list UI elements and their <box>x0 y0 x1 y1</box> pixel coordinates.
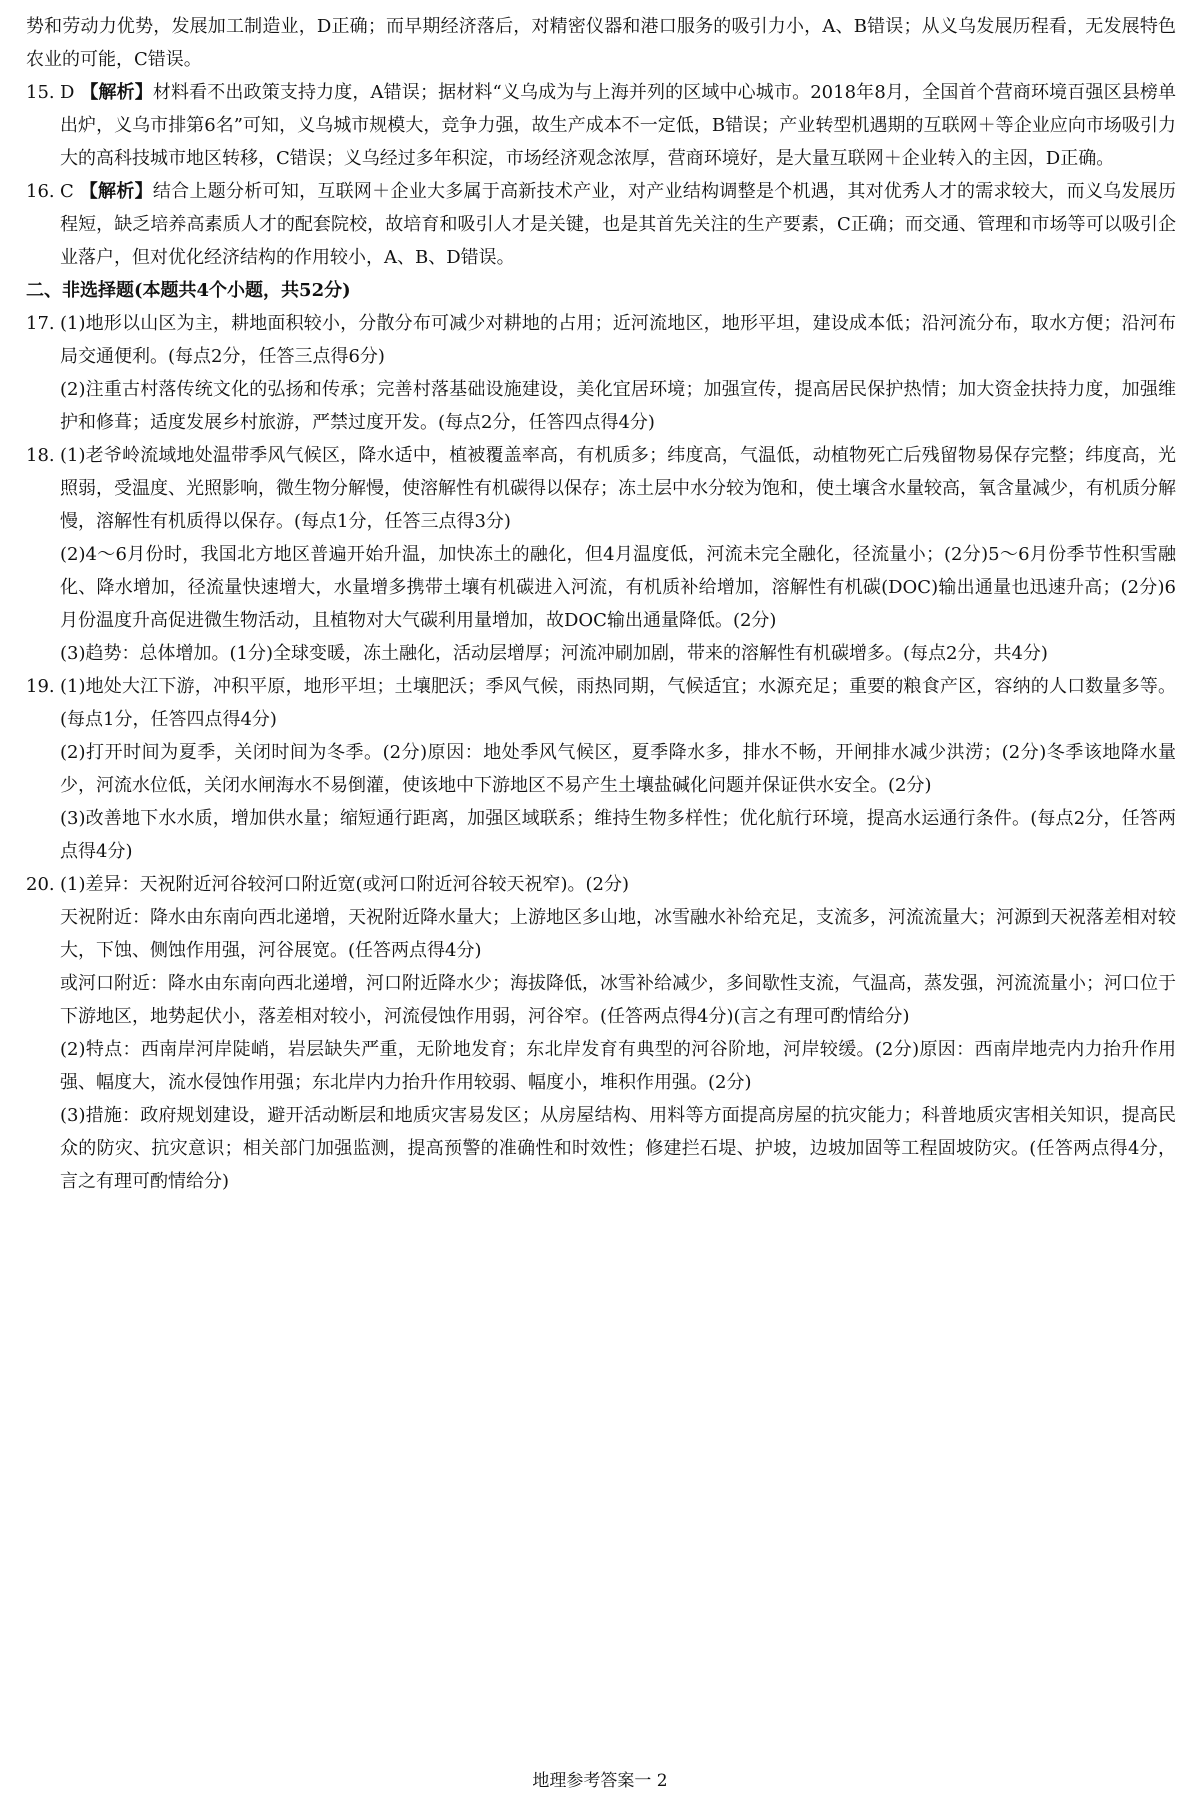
question-number: 15. <box>26 82 55 103</box>
answer-part: (1)地形以山区为主，耕地面积较小，分散分布可减少对耕地的占用；近河流地区，地形平坦，建设成本低；沿河流分布，取水方便；沿河布局交通便利。(每点2分，任答三点得6分) <box>60 313 1176 367</box>
question-body <box>60 76 1176 175</box>
answer-letter: C <box>60 181 74 202</box>
question-number: 19. <box>26 676 55 697</box>
answer-part: (1)差异：天祝附近河谷较河口附近宽(或河口附近河谷较天祝窄)。(2分) <box>60 874 630 895</box>
section-heading: 二、非选择题(本题共4个小题，共52分) <box>26 280 351 301</box>
continuation-text: 势和劳动力优势，发展加工制造业，D正确；而早期经济落后，对精密仪器和港口服务的吸引力小，A、B错误；从义乌发展历程看，无发展特色农业的可能，C错误。 <box>26 16 1176 70</box>
answer-part: (3)措施：政府规划建设，避开活动断层和地质灾害易发区；从房屋结构、用料等方面提高房屋的抗灾能力；科普地质灾害相关知识，提高民众的防灾、抗灾意识；相关部门加强监测，提高预警的准确性和时效性；修建拦石堤、护坡，边坡加固等工程固坡防灾。(任答两点得4分，言之有理可酌情给分) <box>60 1105 1176 1192</box>
question-20 <box>26 868 1176 1198</box>
answer-part: (2)打开时间为夏季，关闭时间为冬季。(2分)原因：地处季风气候区，夏季降水多，排水不畅，开闸排水减少洪涝；(2分)冬季该地降水量少，河流水位低，关闭水闸海水不易倒灌，使该地中下游地区不易产生土壤盐碱化问题并保证供水安全。(2分) <box>60 742 1176 796</box>
question-19 <box>26 670 1176 868</box>
answer-letter: D <box>60 82 75 103</box>
question-16 <box>26 175 1176 274</box>
answer-part: (2)4～6月份时，我国北方地区普遍开始升温，加快冻土的融化，但4月温度低，河流未完全融化，径流量小；(2分)5～6月份季节性积雪融化、降水增加，径流量快速增大，水量增多携带土壤有机碳进入河流，有机质补给增加，溶解性有机碳(DOC)输出通量也迅速升高；(2分)6月份温度升高促进微生物活动，且植物对大气碳利用量增加，故DOC输出通量降低。(2分) <box>60 544 1176 631</box>
analysis-text: 结合上题分析可知，互联网＋企业大多属于高新技术产业，对产业结构调整是个机遇，其对优秀人才的需求较大，而义乌发展历程短，缺乏培养高素质人才的配套院校，故培育和吸引人才是关键，也是其首先关注的生产要素，C正确；而交通、管理和市场等可以吸引企业落户，但对优化经济结构的作用较小，A、B、D错误。 <box>60 181 1176 268</box>
answer-part: (2)特点：西南岸河岸陡峭，岩层缺失严重，无阶地发育；东北岸发育有典型的河谷阶地，河岸较缓。(2分)原因：西南岸地壳内力抬升作用强、幅度大，流水侵蚀作用强；东北岸内力抬升作用较弱、幅度小，堆积作用强。(2分) <box>60 1039 1176 1093</box>
answer-part: (3)改善地下水水质，增加供水量；缩短通行距离，加强区域联系；维持生物多样性；优化航行环境，提高水运通行条件。(每点2分，任答两点得4分) <box>60 808 1176 862</box>
question-number: 18. <box>26 445 55 466</box>
answer-page <box>26 10 1176 1198</box>
analysis-text: 材料看不出政策支持力度，A错误；据材料“义乌成为与上海并列的区域中心城市。2018年8月，全国首个营商环境百强区县榜单出炉，义乌市排第6名”可知，义乌城市规模大，竞争力强，故生产成本不一定低，B错误；产业转型机遇期的互联网＋等企业应向市场吸引力大的高科技城市地区转移，C错误；义乌经过多年积淀，市场经济观念浓厚，营商环境好，是大量互联网＋企业转入的主因，D正确。 <box>60 82 1176 169</box>
answer-part: 天祝附近：降水由东南向西北递增，天祝附近降水量大；上游地区多山地，冰雪融水补给充足，支流多，河流流量大；河源到天祝落差相对较大，下蚀、侧蚀作用强，河谷展宽。(任答两点得4分) <box>60 907 1176 961</box>
question-body <box>60 175 1176 274</box>
question-number: 16. <box>26 181 55 202</box>
question-number: 20. <box>26 874 55 895</box>
question-18 <box>26 439 1176 670</box>
answer-part: (1)老爷岭流域地处温带季风气候区，降水适中，植被覆盖率高，有机质多；纬度高，气温低，动植物死亡后残留物易保存完整；纬度高，光照弱，受温度、光照影响，微生物分解慢，使溶解性有机碳得以保存；冻土层中水分较为饱和，使土壤含水量较高，氧含量减少，有机质分解慢，溶解性有机质得以保存。(每点1分，任答三点得3分) <box>60 445 1176 532</box>
question-number: 17. <box>26 313 55 334</box>
question-17 <box>26 307 1176 439</box>
analysis-tag: 【解析】 <box>79 181 153 202</box>
analysis-tag: 【解析】 <box>80 82 153 103</box>
answer-part: (2)注重古村落传统文化的弘扬和传承；完善村落基础设施建设，美化宜居环境；加强宣传，提高居民保护热情；加大资金扶持力度，加强维护和修葺；适度发展乡村旅游，严禁过度开发。(每点2分，任答四点得4分) <box>60 379 1176 433</box>
answer-part: (1)地处大江下游，冲积平原，地形平坦；土壤肥沃；季风气候，雨热同期，气候适宜；水源充足；重要的粮食产区，容纳的人口数量多等。(每点1分，任答四点得4分) <box>60 676 1176 730</box>
page-footer: 地理参考答案一 2 <box>532 1771 668 1791</box>
question-15 <box>26 76 1176 175</box>
answer-part: (3)趋势：总体增加。(1分)全球变暖，冻土融化，活动层增厚；河流冲刷加剧，带来的溶解性有机碳增多。(每点2分，共4分) <box>60 643 1048 664</box>
answer-part: 或河口附近：降水由东南向西北递增，河口附近降水少；海拔降低，冰雪补给减少，多间歇性支流，气温高，蒸发强，河流流量小；河口位于下游地区，地势起伏小，落差相对较小，河流侵蚀作用弱，河谷窄。(任答两点得4分)(言之有理可酌情给分) <box>60 973 1176 1027</box>
